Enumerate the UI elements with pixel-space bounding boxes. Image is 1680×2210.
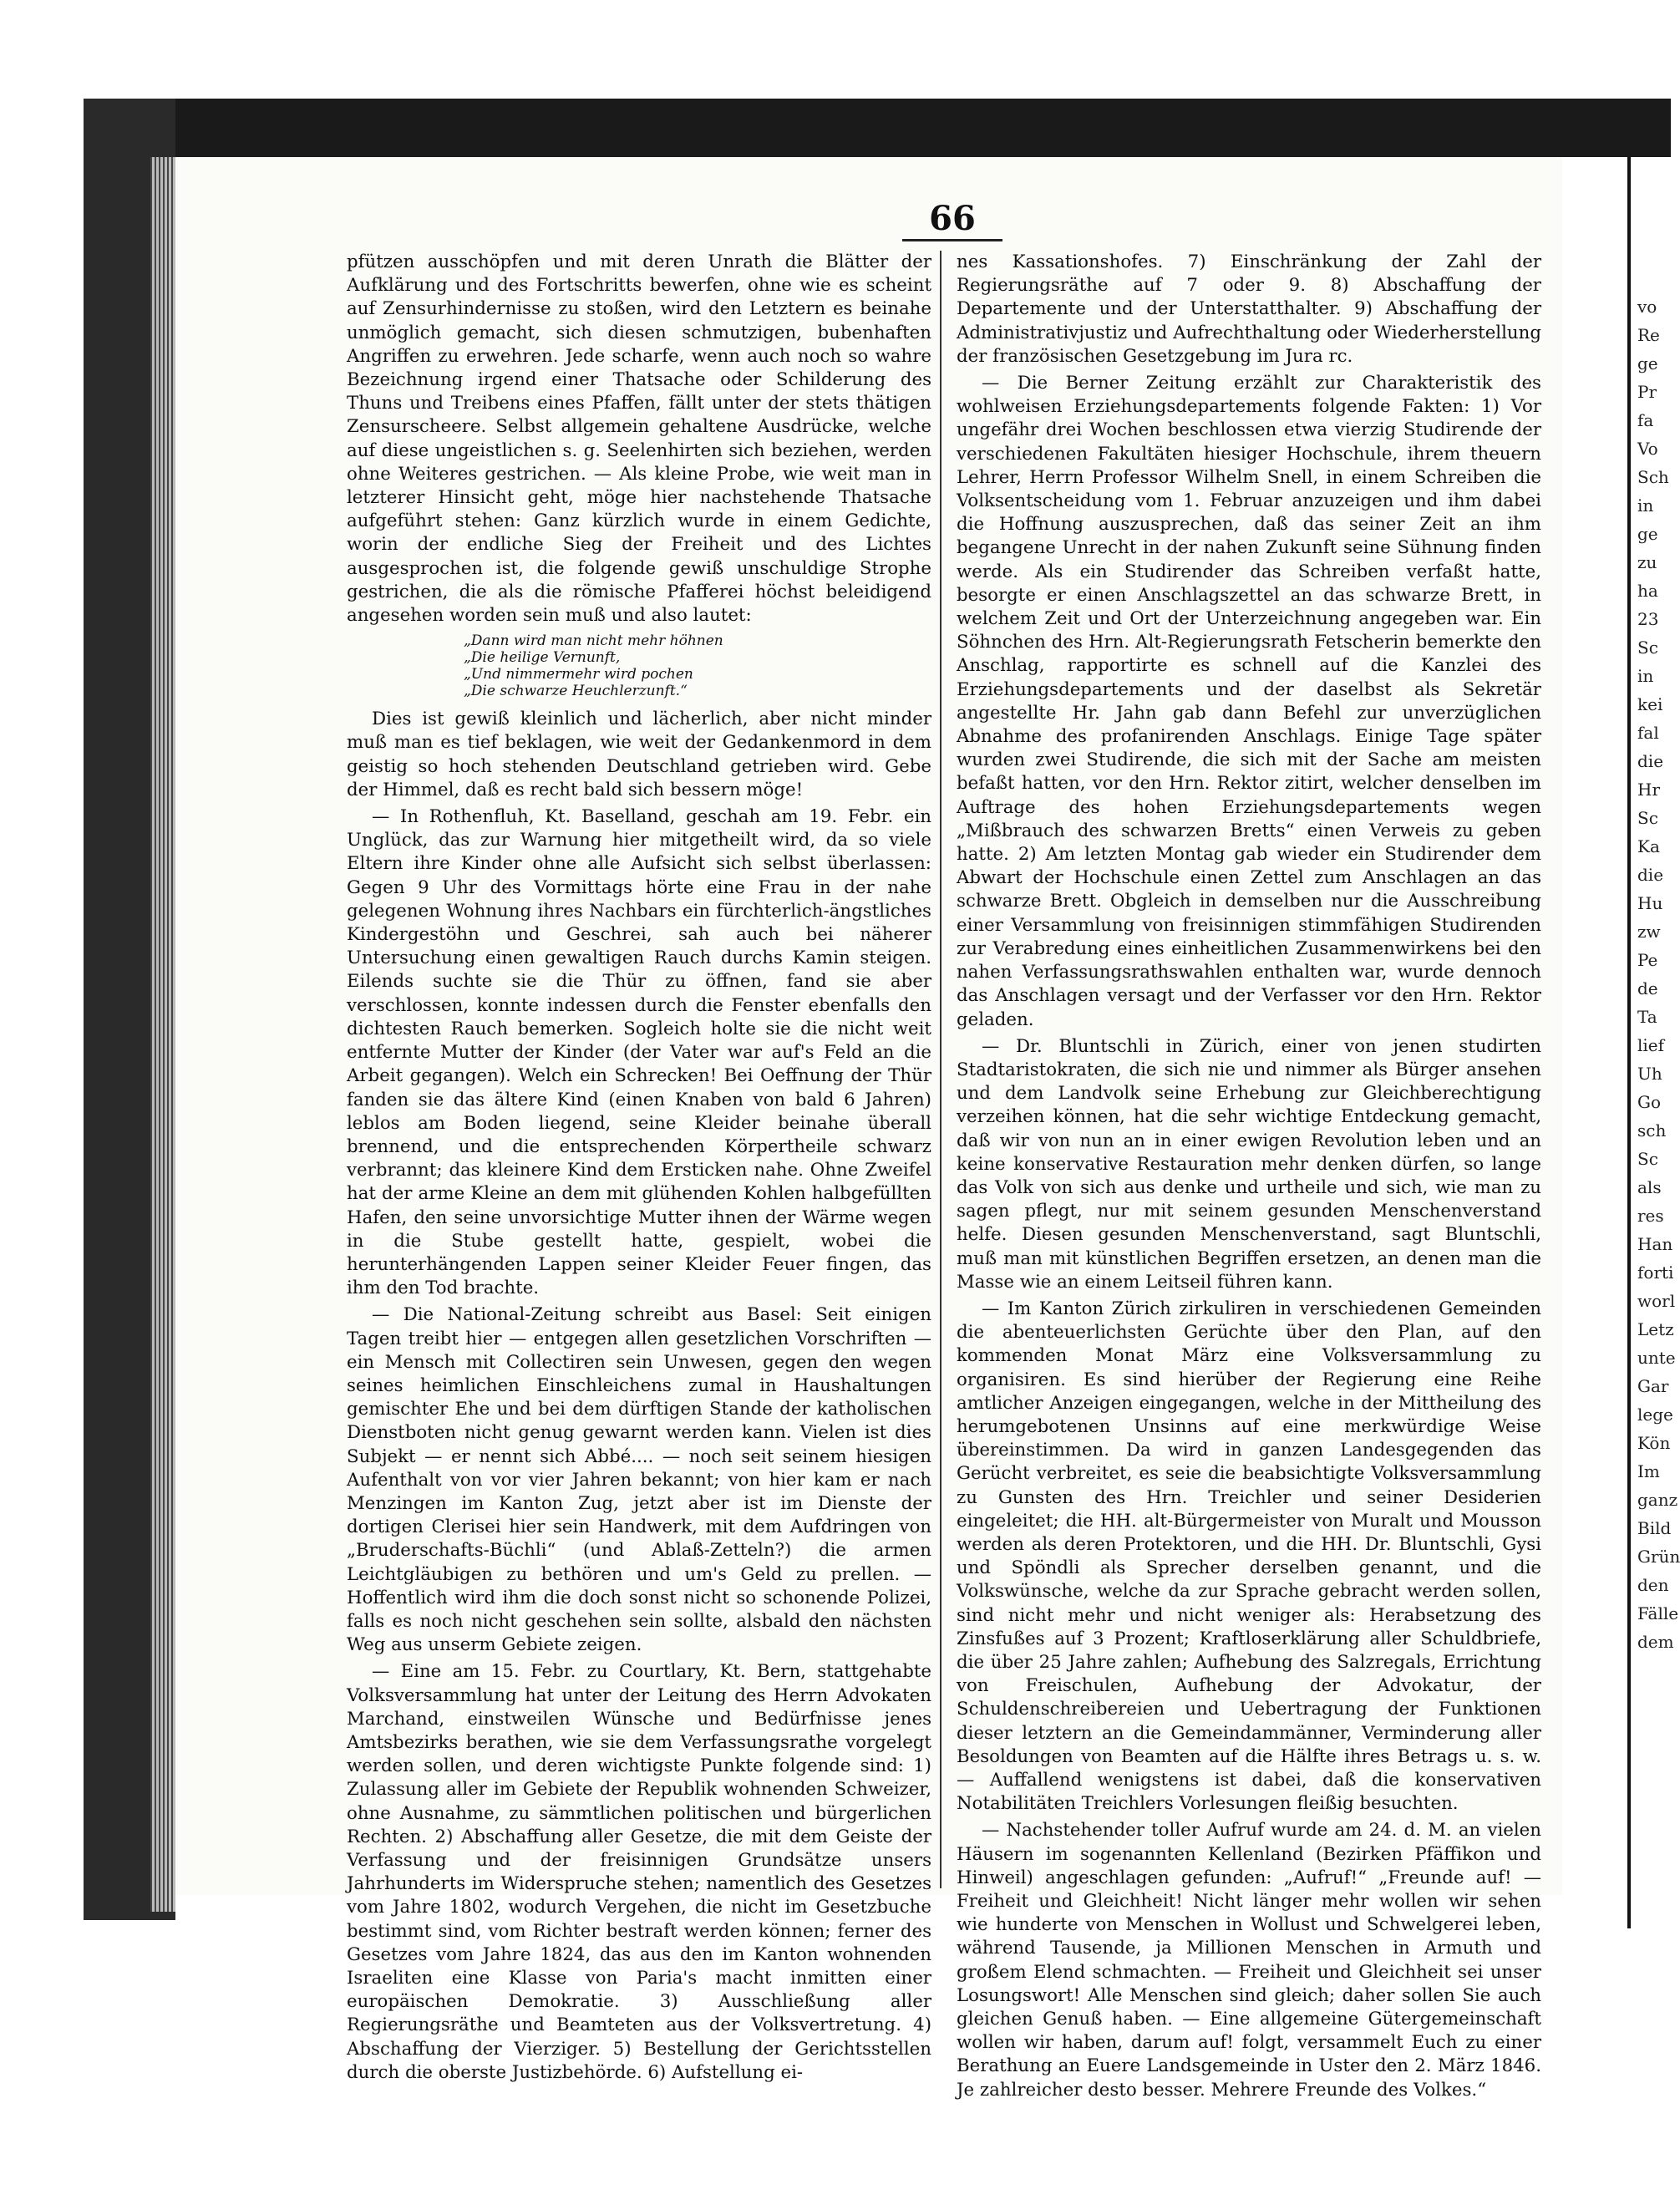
paragraph: — In Rothenfluh, Kt. Baselland, geschah am 19. Febr. ein Unglück, das zur Warnung hier mitgetheilt wird, da so viele Eltern ihre Kinder ohne alle Aufsicht sich selbst überlassen: Gegen 9 Uhr des Vormittags hörte eine Frau in der nahe gelegenen Wohnung ihres Nachbars ein fürchterlich-ängstliches Kindergestöhn und Geschrei, sah auch bei näherer Untersuchung einen gewaltigen Rauch durchs Kamin steigen. Eilends suchte sie die Thür zu öffnen, fand sie aber verschlossen, konnte indessen durch die Fenster ebenfalls den dichtesten Rauch bemerken. Sogleich holte sie die nicht weit entfernte Mutter der Kinder (der Vater war auf's Feld an die Arbeit gegangen). Welch ein Schrecken! Bei Oeffnung der Thür fanden sie das ältere Kind (einen Knaben von bald 6 Jahren) leblos am Boden liegend, seine Kleider beinahe überall brennend, und die entsprechenden Körpertheile schwarz verbrannt; das kleinere Kind dem Ersticken nahe. Ohne Zweifel hat der arme Kleine an dem mit glühenden Kohlen halbgefüllten Hafen, den seine unvorsichtige Mutter ihnen der Wärme wegen in die Stube gestellt hatte, gespielt, wobei die herunterhängenden Lappen seiner Kleider Feuer fingen, das ihm den Tod brachte. <box>347 806 931 1299</box>
edge-fragment: ge <box>1637 353 1658 373</box>
paragraph: — Eine am 15. Febr. zu Courtlary, Kt. Bern, stattgehabte Volksversammlung hat unter der Leitung des Herrn Advokaten Marchand, einstweilen Wünsche und Bedürfnisse jenes Amtsbezirks berathen, wie sie dem Verfassungsrathe vorgelegt werden sollen, und deren wichtigste Punkte folgende sind: 1) Zulassung aller im Gebiete der Republik wohnenden Schweizer, ohne Ausnahme, zu sämmtlichen politischen und bürgerlichen Rechten. 2) Abschaffung aller Gesetze, die mit dem Geiste der Verfassung und der freisinnigen Grundsätze unsers Jahrhunderts im Widerspruche stehen; namentlich des Gesetzes vom Jahre 1802, wodurch Vergehen, die nicht im Gesetzbuche bestimmt sind, vom Richter bestraft werden können; ferner des Gesetzes vom Jahre 1824, das aus den im Kanton wohnenden Israeliten eine Klasse von Paria's macht inmitten einer europäischen Demokratie. 3) Ausschließung aller Regierungsräthe und Beamteten aus der Volksvertretung. 4) Abschaffung der Vierziger. 5) Bestellung der Gerichtsstellen durch die oberste Justizbehörde. 6) Aufstellung ei- <box>347 1661 931 2083</box>
edge-fragment: Re <box>1637 325 1660 345</box>
edge-fragment: Pe <box>1637 950 1658 970</box>
poem-stanza <box>464 633 931 699</box>
edge-fragment: Bild <box>1637 1518 1672 1538</box>
edge-fragment: den <box>1637 1575 1669 1595</box>
paragraph: — Die National-Zeitung schreibt aus Basel: Seit einigen Tagen treibt hier — entgegen allen gesetzlichen Vorschriften — ein Mensch mit Collectiren sein Unwesen, gegen den wegen seines heimlichen Einschleichens zumal in Haushaltungen gemischter Ehe und bei dem dürftigen Stande der katholischen Dienstboten nicht genug gewarnt werden kann. Vielen ist dies Subjekt — er nennt sich Abbé.... — noch seit seinem hiesigen Aufenthalt von vor vier Jahren bekannt; von hier kam er nach Menzingen im Kanton Zug, jetzt aber ist im Dienste der dortigen Clerisei hier sein Handwerk, mit dem Aufdringen von „Bruderschafts-Büchli“ (und Ablaß-Zetteln?) die armen Leichtgläubigen zu bethören und um's Geld zu prellen. — Hoffentlich wird ihm die doch sonst nicht so schonende Polizei, falls es noch nicht geschehen sein sollte, alsbald den nächsten Weg aus unserm Gebiete zeigen. <box>347 1304 931 1656</box>
paragraph: — Die Berner Zeitung erzählt zur Charakteristik des wohlweisen Erziehungsdepartements folgende Fakten: 1) Vor ungefähr drei Wochen beschlossen etwa vierzig Studirende der verschiedenen Fakultäten hiesiger Hochschule, ihrem theuern Lehrer, Herrn Professor Wilhelm Snell, in einem Schreiben die Volksentscheidung vom 1. Februar anzuzeigen und ihm dabei die Hoffnung auszusprechen, daß das seiner Zeit an ihm begangene Unrecht in der nahen Zukunft seine Sühnung finden werde. Als ein Studirender das Schreiben verfaßt hatte, besorgte er einen Anschlagszettel an das schwarze Brett, in welchem Zeit und Ort der Unterzeichnung angegeben war. Ein Söhnchen des Hrn. Alt-Regierungsrath Fetscherin bemerkte den Anschlag, rapportirte es schnell auf die Kanzlei des Erziehungsdepartements und der daselbst als Sekretär angestellte Hr. Jahn gab dann Befehl zur unverzüglichen Abnahme des profanirenden Anschlags. Einige Tage später wurden zwei Studirende, die sich mit der Sache am meisten befaßt hatten, vor den Hrn. Rektor zitirt, welcher denselben im Auftrage des hohen Erziehungsdepartements wegen „Mißbrauch des schwarzen Bretts“ einen Verweis zu geben hatte. 2) Am letzten Montag gab wieder ein Studirender dem Abwart der Hochschule einen Zettel zum Anschlagen an das schwarze Brett. Obgleich in demselben nur die Ausschreibung einer Versammlung von freisinnigen stimmfähigen Studirenden zur Verabredung eines einheitlichen Zusammenwirkens bei den nahen Verfassungsrathswahlen enthalten war, wurde dennoch das Anschlagen versagt und der Verfasser vor den Hrn. Rektor geladen. <box>957 373 1541 1030</box>
left-column <box>347 251 931 2088</box>
edge-fragment: Vo <box>1637 439 1658 459</box>
edge-fragment: fal <box>1637 723 1659 743</box>
edge-fragment: Gar <box>1637 1376 1669 1396</box>
edge-fragment: forti <box>1637 1262 1674 1283</box>
edge-fragment: 23 <box>1637 609 1659 629</box>
edge-fragment: zw <box>1637 922 1661 942</box>
edge-fragment: worl <box>1637 1291 1676 1311</box>
edge-fragment: Sc <box>1637 808 1658 828</box>
edge-fragment: sch <box>1637 1120 1667 1141</box>
paragraph: — Nachstehender toller Aufruf wurde am 24. d. M. an vielen Häusern im sogenannten Kellenland (Bezirken Pfäffikon und Hinweil) angeschlagen gefunden: „Aufruf!“ „Freunde auf! — Freiheit und Gleichheit! Nicht länger mehr wollen wir sehen wie hunderte von Menschen in Wollust und Schwelgerei leben, während Tausende, ja Millionen Menschen in Armuth und großem Elend schmachten. — Freiheit und Gleichheit sei unser Losungswort! Alle Menschen sind gleich; daher sollen Sie auch gleichen Genuß haben. — Eine allgemeine Gütergemeinschaft wollen wir haben, darum auf! folgt, versammelt Euch zu einer Berathung an Euere Landsgemeinde in Uster den 2. März 1846. Je zahlreicher desto besser. Mehrere Freunde des Volkes.“ <box>957 1820 1541 2101</box>
paragraph: Dies ist gewiß kleinlich und lächerlich, aber nicht minder muß man es tief beklagen, wie weit der Gedankenmord in dem geistig so hoch stehenden Deutschland getrieben wird. Gebe der Himmel, daß es recht bald sich bessern möge! <box>347 709 931 800</box>
edge-fragment: als <box>1637 1177 1662 1197</box>
edge-fragment: Sc <box>1637 638 1658 658</box>
next-page-fragments <box>1637 292 1680 1964</box>
edge-fragment: in <box>1637 666 1654 686</box>
edge-fragment: Ta <box>1637 1007 1657 1027</box>
paragraph: — Im Kanton Zürich zirkuliren in verschiedenen Gemeinden die abenteuerlichsten Gerüchte über den Plan, auf den kommenden Monat März eine Volksversammlung zu organisiren. Es sind hierüber der Regierung eine Reihe amtlicher Anzeigen eingegangen, welche in der Mittheilung des herumgebotenen Unsinns auf eine merkwürdige Weise übereinstimmen. Da wird in ganzen Landesgegenden das Gerücht verbreitet, es seie die beabsichtigte Volksversammlung zu Gunsten des Hrn. Treichler und seiner Desiderien eingeleitet; die HH. alt-Bürgermeister von Muralt und Mousson werden als deren Protektoren, und die HH. Dr. Bluntschli, Gysi und Spöndli als Sprecher derselben genannt, und die Volkswünsche, welche da zur Sprache gebracht werden sollen, sind nicht mehr und nicht weniger als: Herabsetzung des Zinsfußes auf 3 Prozent; Kraftloserklärung aller Schuldbriefe, die über 25 Jahre zahlen; Aufhebung des Salzregals, Errichtung von Freischulen, Aufhebung der Advokatur, der Schuldenschreibereien und Uebertragung der Funktionen dieser letztern an die Gemeindammänner, Verminderung aller Besoldungen von Beamten auf die Hälfte ihres Betrags u. s. w. — Auffallend wenigstens ist dabei, daß die konservativen Notabilitäten Treichlers Vorlesungen fleißig besuchten. <box>957 1298 1541 1815</box>
edge-fragment: Sch <box>1637 467 1669 487</box>
edge-fragment: Pr <box>1637 382 1657 402</box>
edge-fragment: zu <box>1637 552 1657 572</box>
edge-fragment: Hr <box>1637 780 1661 800</box>
edge-fragment: de <box>1637 978 1658 998</box>
scan-border-top <box>84 99 1671 157</box>
poem-line: „Und nimmermehr wird pochen <box>464 666 693 683</box>
edge-fragment: Hu <box>1637 893 1663 913</box>
edge-fragment: ha <box>1637 581 1658 601</box>
edge-fragment: Han <box>1637 1234 1673 1254</box>
edge-fragment: ganz <box>1637 1490 1678 1510</box>
edge-fragment: fa <box>1637 410 1654 430</box>
paragraph: — Dr. Bluntschli in Zürich, einer von jenen studirten Stadtaristokraten, die sich nie und nimmer als Bürger ansehen und dem Landvolk seine Erhebung zur Gleichberechtigung verzeihen können, hat die sehr wichtige Entdeckung gemacht, daß wir von nun an in einer ewigen Revolution leben und an keine konservative Restauration mehr denken dürfen, so lange das Volk von sich aus denke und urtheile und sich, wie man zu sagen pflegt, nur mit seinem gesunden Menschenverstand helfe. Diesen gesunden Menschenverstand, sagt Bluntschli, muß man mit künstlichen Begriffen ersetzen, an denen man die Masse wie an einem Leitseil führen kann. <box>957 1035 1541 1293</box>
poem-line: „Die heilige Vernunft, <box>464 649 621 667</box>
column-divider <box>940 251 942 1888</box>
book-page-edges <box>150 157 175 1912</box>
edge-fragment: lege <box>1637 1405 1673 1425</box>
edge-fragment: lief <box>1637 1035 1665 1055</box>
edge-fragment: Letz <box>1637 1319 1674 1339</box>
poem-line: „Die schwarze Heuchlerzunft.“ <box>464 683 688 700</box>
edge-fragment: Grün <box>1637 1547 1680 1567</box>
edge-fragment: ge <box>1637 524 1658 544</box>
edge-fragment: Sc <box>1637 1149 1658 1169</box>
edge-fragment: Uh <box>1637 1064 1662 1084</box>
edge-fragment: in <box>1637 495 1654 516</box>
edge-fragment: kei <box>1637 694 1663 714</box>
edge-fragment: Im <box>1637 1461 1660 1481</box>
edge-fragment: unte <box>1637 1348 1676 1368</box>
edge-fragment: die <box>1637 751 1664 771</box>
edge-fragment: Go <box>1637 1092 1662 1112</box>
edge-fragment: Ka <box>1637 836 1660 856</box>
paragraph: nes Kassationshofes. 7) Einschränkung der Zahl der Regierungsräthe auf 7 oder 9. 8) Abschaffung der Departemente und der Unterstatthalter. 9) Abschaffung der Administrativjustiz und Aufrechthaltung oder Wiederherstellung der französischen Gesetzgebung im Jura rc. <box>957 251 1541 367</box>
edge-fragment: dem <box>1637 1632 1674 1652</box>
page-number: 66 <box>902 199 1002 241</box>
next-page-gutter <box>1627 157 1631 1928</box>
edge-fragment: die <box>1637 865 1664 885</box>
poem-line: „Dann wird man nicht mehr höhnen <box>464 633 723 650</box>
edge-fragment: res <box>1637 1206 1664 1226</box>
right-column <box>957 251 1541 2106</box>
edge-fragment: vo <box>1637 297 1657 317</box>
paragraph: pfützen ausschöpfen und mit deren Unrath die Blätter der Aufklärung und des Fortschritts bewerfen, ohne wie es scheint auf Zensurhindernisse zu stoßen, wird den Letztern es beinahe unmöglich gemacht, sich diesen schmutzigen, bubenhaften Angriffen zu erwehren. Jede scharfe, wenn auch noch so wahre Bezeichnung irgend einer Thatsache oder Schilderung des Thuns und Treibens eines Pfaffen, fällt unter der stets thätigen Zensurscheere. Selbst allgemein gehaltene Ausdrücke, welche auf diese ungeistlichen s. g. Seelenhirten sich beziehen, werden ohne Weiteres gestrichen. — Als kleine Probe, wie weit man in letzterer Hinsicht geht, möge hier nachstehende Thatsache aufgeführt stehen: Ganz kürzlich wurde in einem Gedichte, worin der endliche Sieg der Freiheit und des Lichtes ausgesprochen ist, die folgende gewiß unschuldige Strophe gestrichen, die als die römische Pfafferei höchst beleidigend angesehen worden sein muß und also lautet: <box>347 251 931 627</box>
edge-fragment: Kön <box>1637 1433 1671 1453</box>
edge-fragment: Fälle <box>1637 1603 1679 1623</box>
